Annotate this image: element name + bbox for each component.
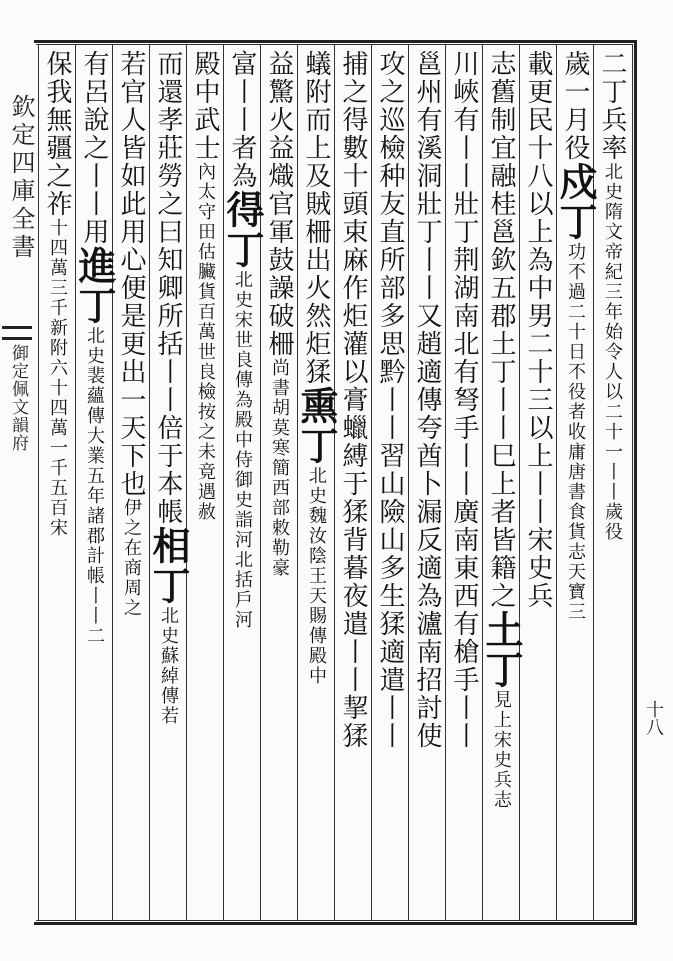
text-column [521, 50, 555, 610]
column-rule [371, 44, 372, 921]
column-rule [112, 44, 113, 921]
annotation-text: 北史隋文帝紀三年始令人以二十一丨丨歲役 [602, 162, 623, 542]
text-column [220, 50, 265, 630]
main-text: 富丨丨者為 [227, 50, 257, 190]
main-text: 川峽有丨丨壯丁荆湖南北有弩手丨丨廣南東西有槍手丨丨 [449, 50, 479, 750]
text-column [188, 50, 222, 522]
main-text: 二丁兵率 [597, 50, 627, 162]
headword: 進丁 [72, 246, 117, 326]
main-text: 益驚火益熾官軍鼓譟破柵 [264, 50, 294, 358]
annotation-text: 伊之在商周之 [121, 498, 142, 618]
text-column [553, 50, 598, 622]
text-column [595, 50, 629, 542]
main-text: 若官人皆如此用心便是更出一天下也 [116, 50, 146, 498]
column-rule [149, 44, 150, 921]
annotation-text: 北史蘇綽傳若 [158, 606, 179, 726]
text-column [447, 50, 481, 750]
column-rule [408, 44, 409, 921]
collection-title: 欽定四庫全書 [7, 94, 35, 262]
main-text: 載更民十八以上為中男二十三以上丨丨宋史兵 [523, 50, 553, 610]
page-margin-column [0, 44, 34, 921]
annotation-text: 見上宋史兵志 [491, 690, 512, 810]
text-column [373, 50, 407, 750]
main-text: 蟻附而上及賊柵出火然炬猱 [301, 50, 331, 386]
annotation-text: 內太守田估臟貨百萬世良檢按之未竟遇赦 [195, 162, 216, 522]
headword: 戍丁 [553, 162, 598, 242]
column-rule [75, 44, 76, 921]
column-rule [334, 44, 335, 921]
column-rule [519, 44, 520, 921]
main-text: 歲一月役 [560, 50, 590, 162]
text-column [146, 50, 191, 726]
text-column [72, 50, 117, 646]
column-rule [260, 44, 261, 921]
text-column [479, 50, 524, 810]
annotation-text: 北史裴蘊傳大業五年諸郡計帳丨丨二 [84, 326, 105, 646]
column-rule [482, 44, 483, 921]
fish-tail-mark [2, 326, 32, 340]
main-text: 邕州有溪洞壯丁丨丨又趙適傳夸酋卜漏反適為瀘南招討使 [412, 50, 442, 750]
annotation-text: 十四萬三千新附六十四萬一千五百宋 [47, 218, 68, 538]
column-rule [297, 44, 298, 921]
column-rule [38, 44, 39, 921]
text-column [114, 50, 148, 618]
text-column [336, 50, 370, 750]
column-rule [445, 44, 446, 921]
annotation-text: 北史魏汝陰王天賜傳殿中 [306, 466, 327, 686]
column-rule [186, 44, 187, 921]
page-number: 十八 [643, 700, 664, 736]
main-text: 捕之得數十頭束麻作炬灌以膏蠟縛于猱背暮夜遣丨丨挈猱 [338, 50, 368, 750]
main-text: 攻之巡檢种友直所部多思黔丨丨習山險山多生猱適遣丨丨 [375, 50, 405, 750]
book-title: 御定佩文韻府 [8, 344, 28, 452]
main-text: 而還孝莊勞之曰知卿所括丨丨倍于本帳 [153, 50, 183, 526]
annotation-text: 尚書胡莫寒簡西部敕勒豪 [269, 358, 290, 578]
headword: 熏丁 [294, 386, 339, 466]
text-column [410, 50, 444, 750]
column-rule [223, 44, 224, 921]
annotation-text: 功不過二十日不役者收庸唐書食貨志天寶三 [565, 242, 586, 622]
headword: 得丁 [220, 190, 265, 270]
text-column [40, 50, 74, 538]
main-text: 殿中武士 [190, 50, 220, 162]
text-column [294, 50, 339, 686]
annotation-text: 北史宋世良傳為殿中侍御史詣河北括戶河 [232, 270, 253, 630]
headword: 土丁 [479, 610, 524, 690]
headword: 相丁 [146, 526, 191, 606]
text-column [262, 50, 296, 578]
main-text: 志舊制宜融桂邕欽五郡土丁丨丨巳上者皆籍之 [486, 50, 516, 610]
main-text: 有呂說之丨丨用 [79, 50, 109, 246]
main-text: 保我無疆之祚 [42, 50, 72, 218]
